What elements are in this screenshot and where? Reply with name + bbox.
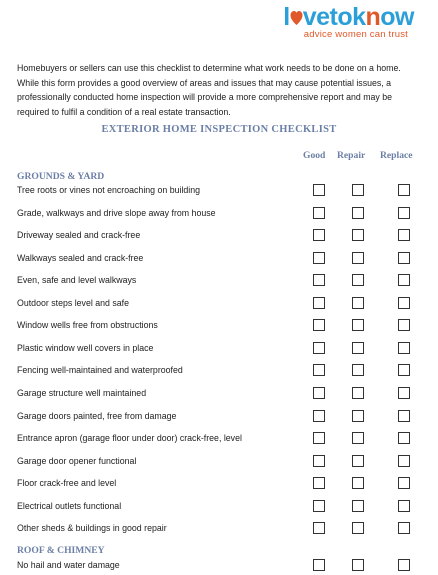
checklist-row (0, 500, 438, 516)
checkbox-good[interactable] (313, 342, 325, 354)
checklist-item-label: Fencing well-maintained and waterproofed (17, 365, 183, 375)
checkbox-good[interactable] (313, 410, 325, 422)
checkbox-repair[interactable] (352, 342, 364, 354)
checklist-item-label: Garage door opener functional (17, 456, 137, 466)
checkbox-good[interactable] (313, 297, 325, 309)
column-header-good: Good (303, 150, 326, 161)
checklist-item-label: Outdoor steps level and safe (17, 298, 129, 308)
checkbox-repair[interactable] (352, 274, 364, 286)
checkbox-replace[interactable] (398, 207, 410, 219)
checkbox-replace[interactable] (398, 455, 410, 467)
checkbox-repair[interactable] (352, 410, 364, 422)
checkbox-replace[interactable] (398, 229, 410, 241)
checklist-row (0, 252, 438, 268)
section-heading: GROUNDS & YARD (17, 171, 105, 182)
checklist-row (0, 274, 438, 290)
checkbox-repair[interactable] (352, 319, 364, 331)
checkbox-good[interactable] (313, 229, 325, 241)
checklist-item-label: Even, safe and level walkways (17, 275, 137, 285)
checklist-item-label: Garage structure well maintained (17, 388, 147, 398)
column-header-replace: Replace (380, 150, 413, 161)
checkbox-repair[interactable] (352, 559, 364, 571)
checklist-item-label: Grade, walkways and drive slope away from house (17, 208, 216, 218)
checkbox-repair[interactable] (352, 184, 364, 196)
checkbox-repair[interactable] (352, 432, 364, 444)
checkbox-repair[interactable] (352, 364, 364, 376)
checklist-row (0, 342, 438, 358)
checklist-row (0, 387, 438, 403)
checkbox-replace[interactable] (398, 297, 410, 309)
checkbox-good[interactable] (313, 559, 325, 571)
checkbox-good[interactable] (313, 432, 325, 444)
checklist-title: EXTERIOR HOME INSPECTION CHECKLIST (101, 124, 337, 135)
checklist-item-label: Electrical outlets functional (17, 501, 122, 511)
checklist-item-label: Garage doors painted, free from damage (17, 411, 177, 421)
checkbox-good[interactable] (313, 364, 325, 376)
checklist-item-label: Window wells free from obstructions (17, 320, 158, 330)
column-header-repair: Repair (337, 150, 366, 161)
checkbox-replace[interactable] (398, 319, 410, 331)
checklist-item-label: Plastic window well covers in place (17, 343, 154, 353)
checklist-row (0, 522, 438, 538)
intro-paragraph: Homebuyers or sellers can use this checklist to determine what work needs to be done on a home. While this form provides a good overview of areas and issues that may cause potential issues, a professionally conducted home inspection will provide a more comprehensive report and may be required to fulfil a condition of a real estate transaction. (17, 63, 401, 117)
checkbox-good[interactable] (313, 252, 325, 264)
lovetoknow-logo (283, 4, 414, 40)
checklist-row (0, 559, 438, 575)
checklist-item-label: Driveway sealed and crack-free (17, 230, 141, 240)
checklist-row (0, 455, 438, 471)
checkbox-repair[interactable] (352, 297, 364, 309)
checkbox-replace[interactable] (398, 410, 410, 422)
checkbox-replace[interactable] (398, 342, 410, 354)
checklist-item-label: Other sheds & buildings in good repair (17, 523, 167, 533)
section-heading: ROOF & CHIMNEY (17, 545, 105, 556)
heart-icon (290, 6, 303, 26)
logo-tagline: advice women can trust (303, 29, 408, 40)
checkbox-replace[interactable] (398, 477, 410, 489)
checklist-item-label: No hail and water damage (17, 560, 120, 570)
checkbox-replace[interactable] (398, 500, 410, 512)
checkbox-repair[interactable] (352, 500, 364, 512)
checkbox-replace[interactable] (398, 252, 410, 264)
checkbox-repair[interactable] (352, 477, 364, 489)
checkbox-replace[interactable] (398, 522, 410, 534)
checkbox-repair[interactable] (352, 522, 364, 534)
checkbox-replace[interactable] (398, 432, 410, 444)
checkbox-good[interactable] (313, 477, 325, 489)
checklist-item-label: Floor crack-free and level (17, 478, 117, 488)
checkbox-good[interactable] (313, 387, 325, 399)
checkbox-repair[interactable] (352, 229, 364, 241)
checkbox-replace[interactable] (398, 274, 410, 286)
logo-wordmark: l vetoknow (283, 3, 414, 31)
checkbox-good[interactable] (313, 184, 325, 196)
checklist-item-label: Walkways sealed and crack-free (17, 253, 144, 263)
checkbox-repair[interactable] (352, 387, 364, 399)
checklist-row (0, 364, 438, 380)
checklist-row (0, 297, 438, 313)
checkbox-repair[interactable] (352, 252, 364, 264)
checklist-row (0, 410, 438, 426)
checklist-row (0, 229, 438, 245)
checkbox-repair[interactable] (352, 455, 364, 467)
checklist-row (0, 319, 438, 335)
checklist-row (0, 477, 438, 493)
checkbox-replace[interactable] (398, 364, 410, 376)
checkbox-good[interactable] (313, 274, 325, 286)
checkbox-replace[interactable] (398, 184, 410, 196)
checkbox-good[interactable] (313, 500, 325, 512)
checklist-row (0, 207, 438, 223)
checklist-item-label: Tree roots or vines not encroaching on building (17, 185, 201, 195)
checklist-row (0, 432, 438, 448)
checkbox-replace[interactable] (398, 559, 410, 571)
checkbox-good[interactable] (313, 522, 325, 534)
checkbox-good[interactable] (313, 207, 325, 219)
checklist-row (0, 184, 438, 200)
checkbox-good[interactable] (313, 455, 325, 467)
checklist-item-label: Entrance apron (garage floor under door) crack-free, level (17, 433, 242, 443)
checkbox-repair[interactable] (352, 207, 364, 219)
checkbox-replace[interactable] (398, 387, 410, 399)
checkbox-good[interactable] (313, 319, 325, 331)
